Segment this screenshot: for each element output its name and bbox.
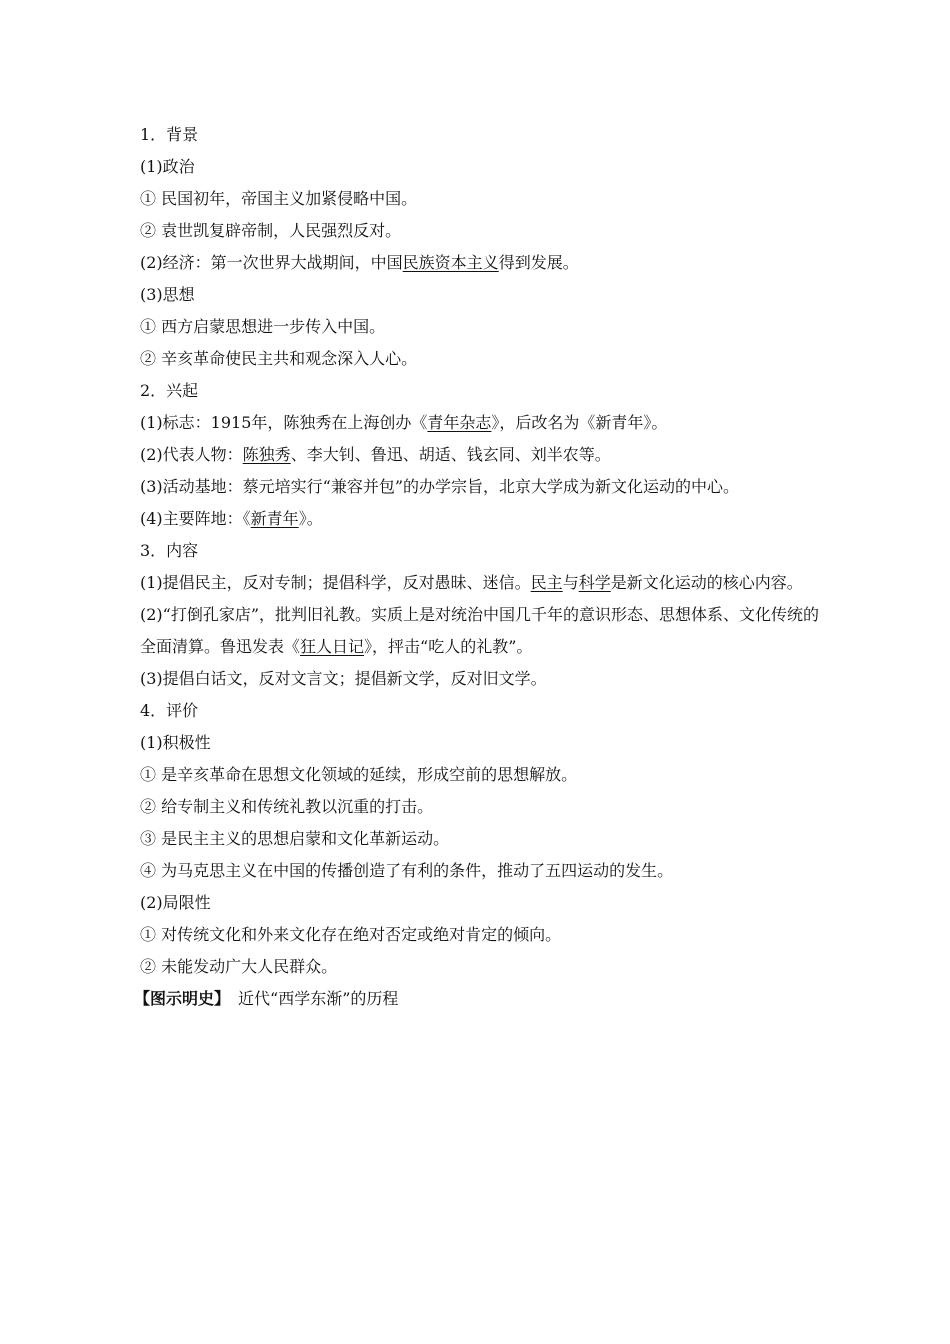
limitation-item-1: ① 对传统文化和外来文化存在绝对否定或绝对肯定的倾向。 <box>140 925 562 944</box>
content-2-text: (2)“打倒孔家店”，批判旧礼教。实质上是对统治中国几千年的意识形态、思想体系、文化传统的全面清算。鲁迅发表《 <box>140 605 820 656</box>
content-2-text-end: 》，抨击“吃人的礼教”。 <box>364 637 533 656</box>
economy-text: (2)经济：第一次世界大战期间，中国 <box>140 253 403 272</box>
subheading-politics: (1)政治 <box>140 157 195 176</box>
subheading-positive: (1)积极性 <box>140 733 211 752</box>
sign-line <box>140 412 820 444</box>
representatives-underlined-term: 陈独秀 <box>242 445 291 464</box>
economy-line <box>140 252 820 284</box>
section-heading-evaluation: 4．评价 <box>140 701 199 720</box>
front-text: (4)主要阵地：《 <box>140 509 251 528</box>
content-1-underlined-democracy: 民主 <box>530 573 563 592</box>
economy-underlined-term: 民族资本主义 <box>402 253 499 272</box>
subheading-limitations: (2)局限性 <box>140 893 211 912</box>
representatives-text-end: 、李大钊、鲁迅、胡适、钱玄同、刘半农等。 <box>290 445 611 464</box>
content-1-and: 与 <box>562 573 579 592</box>
politics-item-1: ① 民国初年，帝国主义加紧侵略中国。 <box>140 189 418 208</box>
content-1-underlined-science: 科学 <box>578 573 611 592</box>
section-heading-content: 3．内容 <box>140 541 199 560</box>
thought-item-2: ② 辛亥革命使民主共和观念深入人心。 <box>140 349 418 368</box>
content-item-2 <box>140 599 820 663</box>
representatives-text: (2)代表人物： <box>140 445 243 464</box>
section-heading-background: 1．背景 <box>140 125 199 144</box>
representatives-line <box>140 444 820 476</box>
subheading-thought: (3)思想 <box>140 285 195 304</box>
politics-item-2: ② 袁世凯复辟帝制，人民强烈反对。 <box>140 221 402 240</box>
illustration-tag: 【图示明史】 <box>134 989 231 1008</box>
front-line <box>140 508 820 540</box>
illustration-caption <box>134 988 820 1020</box>
front-text-end: 》。 <box>298 509 323 528</box>
content-item-1 <box>140 567 820 599</box>
content-item-3: (3)提倡白话文，反对文言文；提倡新文学，反对旧文学。 <box>140 669 547 688</box>
document-body <box>134 124 820 1020</box>
content-1-text: (1)提倡民主，反对专制；提倡科学，反对愚昧、迷信。 <box>140 573 531 592</box>
content-1-text-end: 是新文化运动的核心内容。 <box>610 573 803 592</box>
positive-item-1: ① 是辛亥革命在思想文化领域的延续，形成空前的思想解放。 <box>140 765 578 784</box>
front-underlined-term: 新青年 <box>250 509 299 528</box>
positive-item-2: ② 给专制主义和传统礼教以沉重的打击。 <box>140 797 434 816</box>
content-2-underlined-term: 狂人日记 <box>300 637 365 656</box>
thought-item-1: ① 西方启蒙思想进一步传入中国。 <box>140 317 386 336</box>
illustration-title: 近代“西学东渐”的历程 <box>238 989 399 1008</box>
sign-text-end: 》，后改名为《新青年》。 <box>491 413 668 432</box>
base-line: (3)活动基地：蔡元培实行“兼容并包”的办学宗旨，北京大学成为新文化运动的中心。 <box>140 477 740 496</box>
sign-text: (1)标志：1915年，陈独秀在上海创办《 <box>140 413 428 432</box>
economy-text-end: 得到发展。 <box>498 253 579 272</box>
positive-item-3: ③ 是民主主义的思想启蒙和文化革新运动。 <box>140 829 450 848</box>
section-heading-rise: 2．兴起 <box>140 381 199 400</box>
limitation-item-2: ② 未能发动广大人民群众。 <box>140 957 338 976</box>
positive-item-4: ④ 为马克思主义在中国的传播创造了有利的条件，推动了五四运动的发生。 <box>140 861 674 880</box>
sign-underlined-term: 青年杂志 <box>427 413 492 432</box>
